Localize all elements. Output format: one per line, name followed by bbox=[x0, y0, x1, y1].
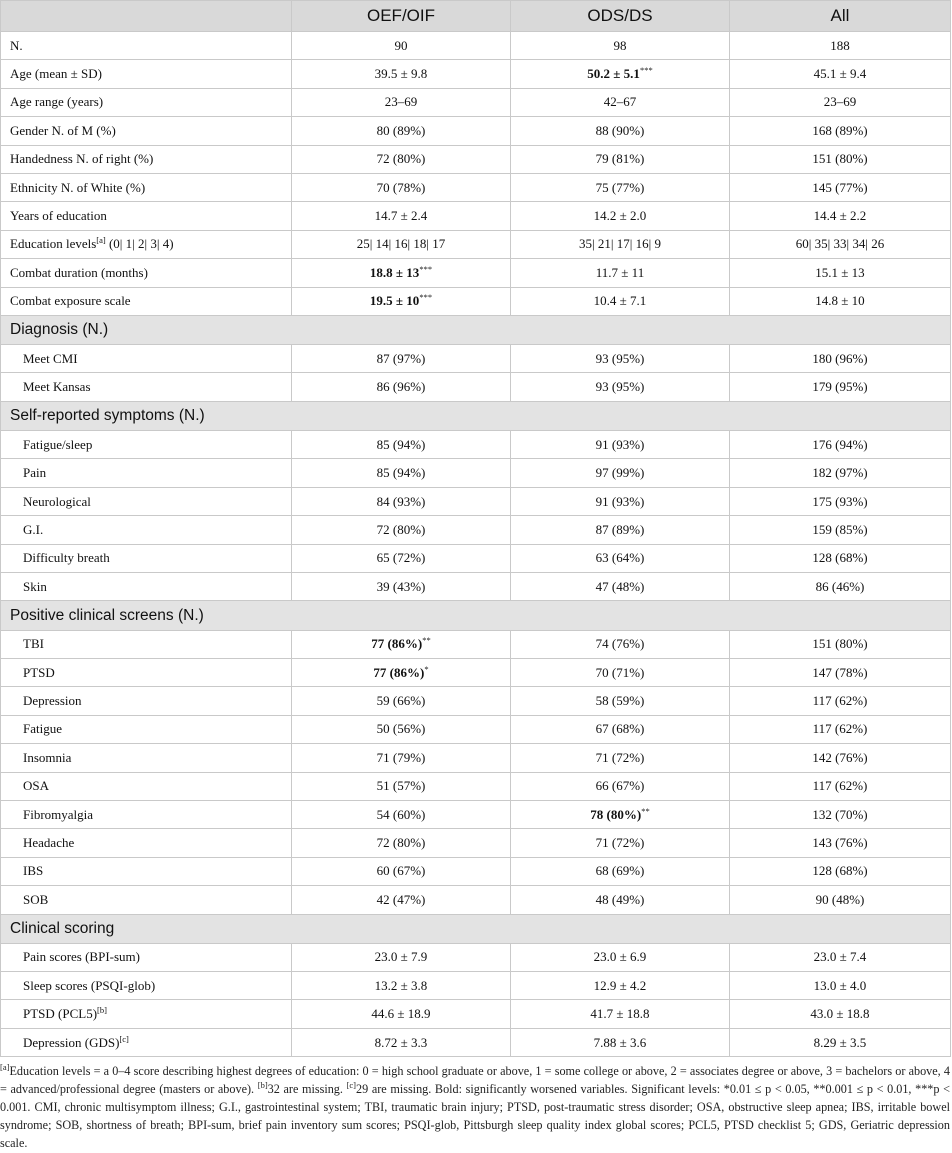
all-value: 151 (80%) bbox=[730, 630, 951, 658]
ods-ds-value: 63 (64%) bbox=[511, 544, 730, 572]
oef-oif-value bbox=[292, 259, 511, 287]
row-label: Headache bbox=[1, 829, 292, 857]
all-value: 45.1 ± 9.4 bbox=[730, 60, 951, 88]
row-headache bbox=[1, 829, 951, 857]
all-value: 143 (76%) bbox=[730, 829, 951, 857]
row-difficulty-breath bbox=[1, 544, 951, 572]
row-label: Meet CMI bbox=[1, 345, 292, 373]
ods-ds-value: 93 (95%) bbox=[511, 345, 730, 373]
row-label: Skin bbox=[1, 573, 292, 601]
row-label: Sleep scores (PSQI-glob) bbox=[1, 972, 292, 1000]
ods-ds-value: 87 (89%) bbox=[511, 516, 730, 544]
row-age bbox=[1, 60, 951, 88]
label-text: PTSD (PCL5) bbox=[23, 1006, 98, 1022]
oef-oif-value: 39.5 ± 9.8 bbox=[292, 60, 511, 88]
row-label: Meet Kansas bbox=[1, 373, 292, 401]
row-meet-kansas bbox=[1, 373, 951, 401]
row-education-levels bbox=[1, 230, 951, 258]
oef-oif-value: 14.7 ± 2.4 bbox=[292, 202, 511, 230]
significance-mark: * bbox=[424, 663, 429, 674]
oef-oif-value: 39 (43%) bbox=[292, 573, 511, 601]
row-ptsd-pcl5 bbox=[1, 1000, 951, 1028]
ods-ds-value: 42–67 bbox=[511, 88, 730, 116]
oef-oif-value: 23–69 bbox=[292, 88, 511, 116]
row-label: Pain scores (BPI-sum) bbox=[1, 943, 292, 971]
label-tail: (0| 1| 2| 3| 4) bbox=[105, 236, 174, 252]
oef-oif-value: 85 (94%) bbox=[292, 459, 511, 487]
oef-oif-value: 50 (56%) bbox=[292, 715, 511, 743]
ods-ds-value: 7.88 ± 3.6 bbox=[511, 1028, 730, 1056]
row-label bbox=[1, 230, 292, 258]
all-value: 132 (70%) bbox=[730, 800, 951, 828]
row-label: TBI bbox=[1, 630, 292, 658]
ods-ds-value: 91 (93%) bbox=[511, 431, 730, 459]
ods-ds-value: 70 (71%) bbox=[511, 658, 730, 686]
row-handedness bbox=[1, 145, 951, 173]
row-label: Ethnicity N. of White (%) bbox=[1, 173, 292, 201]
row-skin bbox=[1, 573, 951, 601]
label-text: Depression (GDS) bbox=[23, 1034, 120, 1050]
oef-oif-value: 84 (93%) bbox=[292, 487, 511, 515]
row-label: Pain bbox=[1, 459, 292, 487]
row-fatigue-sleep bbox=[1, 431, 951, 459]
ods-ds-value: 71 (72%) bbox=[511, 829, 730, 857]
row-label: Age range (years) bbox=[1, 88, 292, 116]
row-ibs bbox=[1, 857, 951, 885]
all-value: 43.0 ± 18.8 bbox=[730, 1000, 951, 1028]
all-value: 60| 35| 33| 34| 26 bbox=[730, 230, 951, 258]
bold-value: 78 (80%) bbox=[590, 806, 642, 822]
row-label: Gender N. of M (%) bbox=[1, 117, 292, 145]
all-value: 23–69 bbox=[730, 88, 951, 116]
ods-ds-value: 48 (49%) bbox=[511, 886, 730, 914]
row-ethnicity bbox=[1, 173, 951, 201]
significance-mark: ** bbox=[641, 805, 650, 816]
row-label: IBS bbox=[1, 857, 292, 885]
ods-ds-value: 98 bbox=[511, 32, 730, 60]
oef-oif-value: 71 (79%) bbox=[292, 744, 511, 772]
section-clinical-scoring bbox=[1, 914, 951, 943]
ods-ds-value: 14.2 ± 2.0 bbox=[511, 202, 730, 230]
all-value: 168 (89%) bbox=[730, 117, 951, 145]
section-title: Positive clinical screens (N.) bbox=[1, 601, 951, 630]
significance-mark: *** bbox=[419, 263, 433, 274]
footnote-text-c: 29 are missing. Bold: significantly worsened variables. Significant levels: *0.01 ≤ p < 0.05, **0.001 ≤ p < 0.01, ***p < 0.001. CMI, chronic multisymptom illness; G.I., gastrointestinal system; TBI, traumatic brain injury; PTSD, post-traumatic stress disorder; OSA, obstructive sleep apnea; IBS, irritable bowel syndrome; SOB, shortness of breath; BPI-sum, brief pain inventory sum scores; PSQI-glob, Pittsburgh sleep quality index global scores; PCL5, PTSD checklist 5; GDS, Geriatric depression scale. bbox=[0, 1082, 950, 1150]
all-value: 147 (78%) bbox=[730, 658, 951, 686]
oef-oif-value: 86 (96%) bbox=[292, 373, 511, 401]
all-value: 23.0 ± 7.4 bbox=[730, 943, 951, 971]
header-oef-oif: OEF/OIF bbox=[292, 1, 511, 32]
row-combat-duration bbox=[1, 259, 951, 287]
all-value: 159 (85%) bbox=[730, 516, 951, 544]
row-age-range bbox=[1, 88, 951, 116]
all-value: 145 (77%) bbox=[730, 173, 951, 201]
row-label: Insomnia bbox=[1, 744, 292, 772]
footnote-mark-b: [b] bbox=[257, 1080, 268, 1090]
table-footnote bbox=[0, 1062, 950, 1152]
bold-value: 19.5 ± 10 bbox=[369, 293, 420, 309]
ods-ds-value: 74 (76%) bbox=[511, 630, 730, 658]
ods-ds-value: 66 (67%) bbox=[511, 772, 730, 800]
bold-value: 18.8 ± 13 bbox=[369, 264, 420, 280]
label-text: Education levels bbox=[10, 236, 97, 252]
all-value: 13.0 ± 4.0 bbox=[730, 972, 951, 1000]
oef-oif-value bbox=[292, 658, 511, 686]
all-value: 90 (48%) bbox=[730, 886, 951, 914]
all-value: 176 (94%) bbox=[730, 431, 951, 459]
oef-oif-value: 25| 14| 16| 18| 17 bbox=[292, 230, 511, 258]
all-value: 128 (68%) bbox=[730, 857, 951, 885]
row-sob bbox=[1, 886, 951, 914]
oef-oif-value bbox=[292, 630, 511, 658]
row-fatigue bbox=[1, 715, 951, 743]
all-value: 14.4 ± 2.2 bbox=[730, 202, 951, 230]
ods-ds-value: 93 (95%) bbox=[511, 373, 730, 401]
header-ods-ds: ODS/DS bbox=[511, 1, 730, 32]
significance-mark: *** bbox=[419, 292, 433, 303]
ods-ds-value: 91 (93%) bbox=[511, 487, 730, 515]
row-depression-gds bbox=[1, 1028, 951, 1056]
header-blank-cell bbox=[1, 1, 292, 32]
all-value: 117 (62%) bbox=[730, 772, 951, 800]
footnote-mark-a: [a] bbox=[0, 1062, 10, 1072]
ods-ds-value: 68 (69%) bbox=[511, 857, 730, 885]
row-depression bbox=[1, 687, 951, 715]
oef-oif-value: 13.2 ± 3.8 bbox=[292, 972, 511, 1000]
row-label: Fibromyalgia bbox=[1, 800, 292, 828]
footnote-mark-c: [c] bbox=[346, 1080, 357, 1090]
oef-oif-value: 54 (60%) bbox=[292, 800, 511, 828]
row-neurological bbox=[1, 487, 951, 515]
row-label bbox=[1, 1000, 292, 1028]
oef-oif-value: 23.0 ± 7.9 bbox=[292, 943, 511, 971]
ods-ds-value bbox=[511, 800, 730, 828]
row-tbi bbox=[1, 630, 951, 658]
ods-ds-value: 41.7 ± 18.8 bbox=[511, 1000, 730, 1028]
oef-oif-value: 87 (97%) bbox=[292, 345, 511, 373]
oef-oif-value: 80 (89%) bbox=[292, 117, 511, 145]
row-label: Depression bbox=[1, 687, 292, 715]
all-value: 117 (62%) bbox=[730, 715, 951, 743]
ods-ds-value bbox=[511, 60, 730, 88]
significance-mark: ** bbox=[422, 635, 431, 646]
ods-ds-value: 88 (90%) bbox=[511, 117, 730, 145]
section-diagnosis bbox=[1, 315, 951, 344]
ods-ds-value: 67 (68%) bbox=[511, 715, 730, 743]
ods-ds-value: 12.9 ± 4.2 bbox=[511, 972, 730, 1000]
header-all: All bbox=[730, 1, 951, 32]
oef-oif-value: 85 (94%) bbox=[292, 431, 511, 459]
row-label: Years of education bbox=[1, 202, 292, 230]
all-value: 128 (68%) bbox=[730, 544, 951, 572]
row-insomnia bbox=[1, 744, 951, 772]
row-label: N. bbox=[1, 32, 292, 60]
bold-value: 77 (86%) bbox=[373, 664, 425, 680]
all-value: 14.8 ± 10 bbox=[730, 287, 951, 315]
bold-value: 77 (86%) bbox=[371, 636, 423, 652]
row-label bbox=[1, 1028, 292, 1056]
significance-mark: *** bbox=[639, 65, 653, 76]
section-title: Diagnosis (N.) bbox=[1, 315, 951, 344]
oef-oif-value bbox=[292, 287, 511, 315]
footnote-text-a: Education levels = a 0–4 score describing highest degrees of education: 0 = high school graduate or above, 1 = some college or above, 2 = associates degree or above, 3 = bachelors or above, 4 = advanced/professional degree (masters or above). bbox=[0, 1064, 950, 1096]
all-value: 175 (93%) bbox=[730, 487, 951, 515]
row-label: Combat exposure scale bbox=[1, 287, 292, 315]
oef-oif-value: 72 (80%) bbox=[292, 516, 511, 544]
row-sleep-scores bbox=[1, 972, 951, 1000]
footnote-text-b: 32 are missing. bbox=[267, 1082, 347, 1096]
row-label: OSA bbox=[1, 772, 292, 800]
oef-oif-value: 8.72 ± 3.3 bbox=[292, 1028, 511, 1056]
all-value: 142 (76%) bbox=[730, 744, 951, 772]
row-gender bbox=[1, 117, 951, 145]
section-title: Clinical scoring bbox=[1, 914, 951, 943]
oef-oif-value: 90 bbox=[292, 32, 511, 60]
row-ptsd bbox=[1, 658, 951, 686]
ods-ds-value: 35| 21| 17| 16| 9 bbox=[511, 230, 730, 258]
row-label: Neurological bbox=[1, 487, 292, 515]
oef-oif-value: 42 (47%) bbox=[292, 886, 511, 914]
row-gi bbox=[1, 516, 951, 544]
ods-ds-value: 79 (81%) bbox=[511, 145, 730, 173]
row-fibromyalgia bbox=[1, 800, 951, 828]
row-label: Fatigue/sleep bbox=[1, 431, 292, 459]
oef-oif-value: 59 (66%) bbox=[292, 687, 511, 715]
all-value: 180 (96%) bbox=[730, 345, 951, 373]
ods-ds-value: 58 (59%) bbox=[511, 687, 730, 715]
row-n bbox=[1, 32, 951, 60]
row-label: PTSD bbox=[1, 658, 292, 686]
oef-oif-value: 70 (78%) bbox=[292, 173, 511, 201]
ods-ds-value: 97 (99%) bbox=[511, 459, 730, 487]
footnote-ref: [b] bbox=[97, 1005, 107, 1016]
section-title: Self-reported symptoms (N.) bbox=[1, 401, 951, 430]
ods-ds-value: 71 (72%) bbox=[511, 744, 730, 772]
footnote-ref: [c] bbox=[119, 1033, 129, 1044]
row-label: SOB bbox=[1, 886, 292, 914]
row-pain-scores bbox=[1, 943, 951, 971]
oef-oif-value: 60 (67%) bbox=[292, 857, 511, 885]
table-header-row bbox=[1, 1, 951, 32]
all-value: 15.1 ± 13 bbox=[730, 259, 951, 287]
row-osa bbox=[1, 772, 951, 800]
all-value: 182 (97%) bbox=[730, 459, 951, 487]
row-label: Handedness N. of right (%) bbox=[1, 145, 292, 173]
oef-oif-value: 51 (57%) bbox=[292, 772, 511, 800]
all-value: 179 (95%) bbox=[730, 373, 951, 401]
oef-oif-value: 72 (80%) bbox=[292, 829, 511, 857]
section-self-reported-symptoms bbox=[1, 401, 951, 430]
all-value: 86 (46%) bbox=[730, 573, 951, 601]
row-meet-cmi bbox=[1, 345, 951, 373]
oef-oif-value: 44.6 ± 18.9 bbox=[292, 1000, 511, 1028]
oef-oif-value: 65 (72%) bbox=[292, 544, 511, 572]
ods-ds-value: 10.4 ± 7.1 bbox=[511, 287, 730, 315]
row-pain bbox=[1, 459, 951, 487]
row-label: Combat duration (months) bbox=[1, 259, 292, 287]
row-label: Difficulty breath bbox=[1, 544, 292, 572]
all-value: 117 (62%) bbox=[730, 687, 951, 715]
row-label: Age (mean ± SD) bbox=[1, 60, 292, 88]
footnote-ref: [a] bbox=[96, 235, 106, 246]
row-label: Fatigue bbox=[1, 715, 292, 743]
all-value: 188 bbox=[730, 32, 951, 60]
ods-ds-value: 75 (77%) bbox=[511, 173, 730, 201]
row-years-education bbox=[1, 202, 951, 230]
row-combat-exposure bbox=[1, 287, 951, 315]
row-label: G.I. bbox=[1, 516, 292, 544]
bold-value: 50.2 ± 5.1 bbox=[587, 66, 640, 82]
ods-ds-value: 47 (48%) bbox=[511, 573, 730, 601]
oef-oif-value: 72 (80%) bbox=[292, 145, 511, 173]
ods-ds-value: 11.7 ± 11 bbox=[511, 259, 730, 287]
all-value: 8.29 ± 3.5 bbox=[730, 1028, 951, 1056]
section-positive-clinical-screens bbox=[1, 601, 951, 630]
ods-ds-value: 23.0 ± 6.9 bbox=[511, 943, 730, 971]
all-value: 151 (80%) bbox=[730, 145, 951, 173]
